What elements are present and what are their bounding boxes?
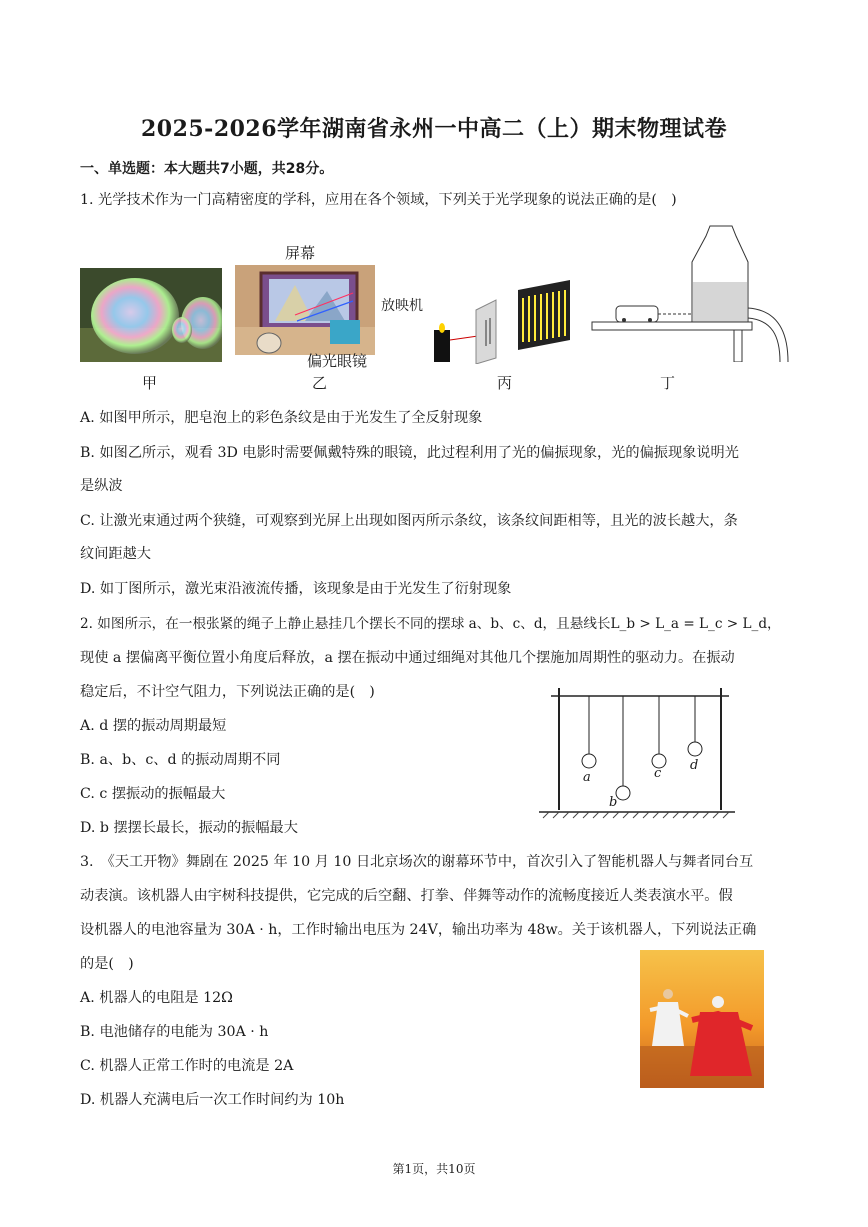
q1-option-d: D. 如丁图所示，激光束沿液流传播，该现象是由于光发生了衍射现象 (80, 581, 512, 597)
section-heading: 一、单选题：本大题共7小题，共28分。 (80, 161, 334, 177)
q2-option-d: D. b 摆摆长最长，振动的振幅最大 (80, 820, 298, 836)
q1-figure-ding (588, 222, 798, 362)
caption-bing: 丙 (497, 374, 513, 392)
q2-option-a: A. d 摆的振动周期最短 (80, 718, 227, 734)
q3-stem-line3: 设机器人的电池容量为 30A · h，工作时输出电压为 24V，输出功率为 48w。关于该机器人，下列说法正确 (80, 922, 757, 938)
q3-option-d: D. 机器人充满电后一次工作时间约为 10h (80, 1092, 345, 1108)
ball-label-a: a (583, 770, 591, 785)
q2-option-b: B. a、b、c、d 的振动周期不同 (80, 752, 281, 768)
q3-stage-photo (640, 950, 764, 1088)
caption-jia: 甲 (142, 374, 158, 392)
page-title: 2025-2026学年湖南省永州一中高二（上）期末物理试卷 (140, 116, 728, 142)
q1-figure-yi (235, 265, 375, 355)
q3-option-c: C. 机器人正常工作时的电流是 2A (80, 1058, 294, 1074)
q1-option-c-line2: 纹间距越大 (80, 546, 151, 562)
q3-stem-line1: 3. 《天工开物》舞剧在 2025 年 10 月 10 日北京场次的谢幕环节中，首次引入了智能机器人与舞者同台互 (80, 854, 754, 870)
q1-option-b-line2: 是纵波 (80, 478, 123, 494)
q3-stem-line2: 动表演。该机器人由宇树科技提供，它完成的后空翻、打拳、伴舞等动作的流畅度接近人类表演水平。假 (80, 888, 733, 904)
ball-label-d: d (690, 758, 699, 773)
fig-label-glasses: 偏光眼镜 (307, 352, 368, 370)
ball-label-b: b (609, 795, 618, 810)
q1-stem: 1. 光学技术作为一门高精密度的学科，应用在各个领域，下列关于光学现象的说法正确的是( ) (80, 192, 677, 208)
q1-figure-jia (80, 268, 222, 362)
page-footer: 第1页，共10页 (392, 1162, 476, 1176)
caption-ding: 丁 (660, 374, 676, 392)
fig-label-screen: 屏幕 (285, 244, 316, 262)
q3-option-b: B. 电池储存的电能为 30A · h (80, 1024, 269, 1040)
q1-option-b-line1: B. 如图乙所示，观看 3D 电影时需要佩戴特殊的眼镜，此过程利用了光的偏振现象，光的偏振现象说明光 (80, 445, 739, 461)
q3-stem-line4: 的是( ) (80, 956, 134, 972)
q2-stem-line3: 稳定后，不计空气阻力，下列说法正确的是( ) (80, 684, 375, 700)
q2-option-c: C. c 摆振动的振幅最大 (80, 786, 226, 802)
caption-yi: 乙 (312, 374, 328, 392)
q2-stem-line2: 现使 a 摆偏离平衡位置小角度后释放，a 摆在振动中通过细绳对其他几个摆施加周期性的驱动力。在振动 (80, 650, 735, 666)
q2-pendulum-figure (535, 680, 735, 825)
q1-option-c-line1: C. 让激光束通过两个狭缝，可观察到光屏上出现如图丙所示条纹，该条纹间距相等，且光的波长越大，条 (80, 513, 738, 529)
fig-label-projector: 放映机 (381, 298, 423, 314)
ball-label-c: c (654, 766, 662, 781)
q2-stem-line1: 2. 如图所示，在一根张紧的绳子上静止悬挂几个摆长不同的摆球 a、b、c、d，且悬线长L_b > L_a = L_c > L_d， (80, 616, 781, 632)
q1-option-a: A. 如图甲所示，肥皂泡上的彩色条纹是由于光发生了全反射现象 (80, 410, 483, 426)
q1-figure-bing (430, 280, 575, 364)
q3-option-a: A. 机器人的电阻是 12Ω (80, 990, 233, 1006)
